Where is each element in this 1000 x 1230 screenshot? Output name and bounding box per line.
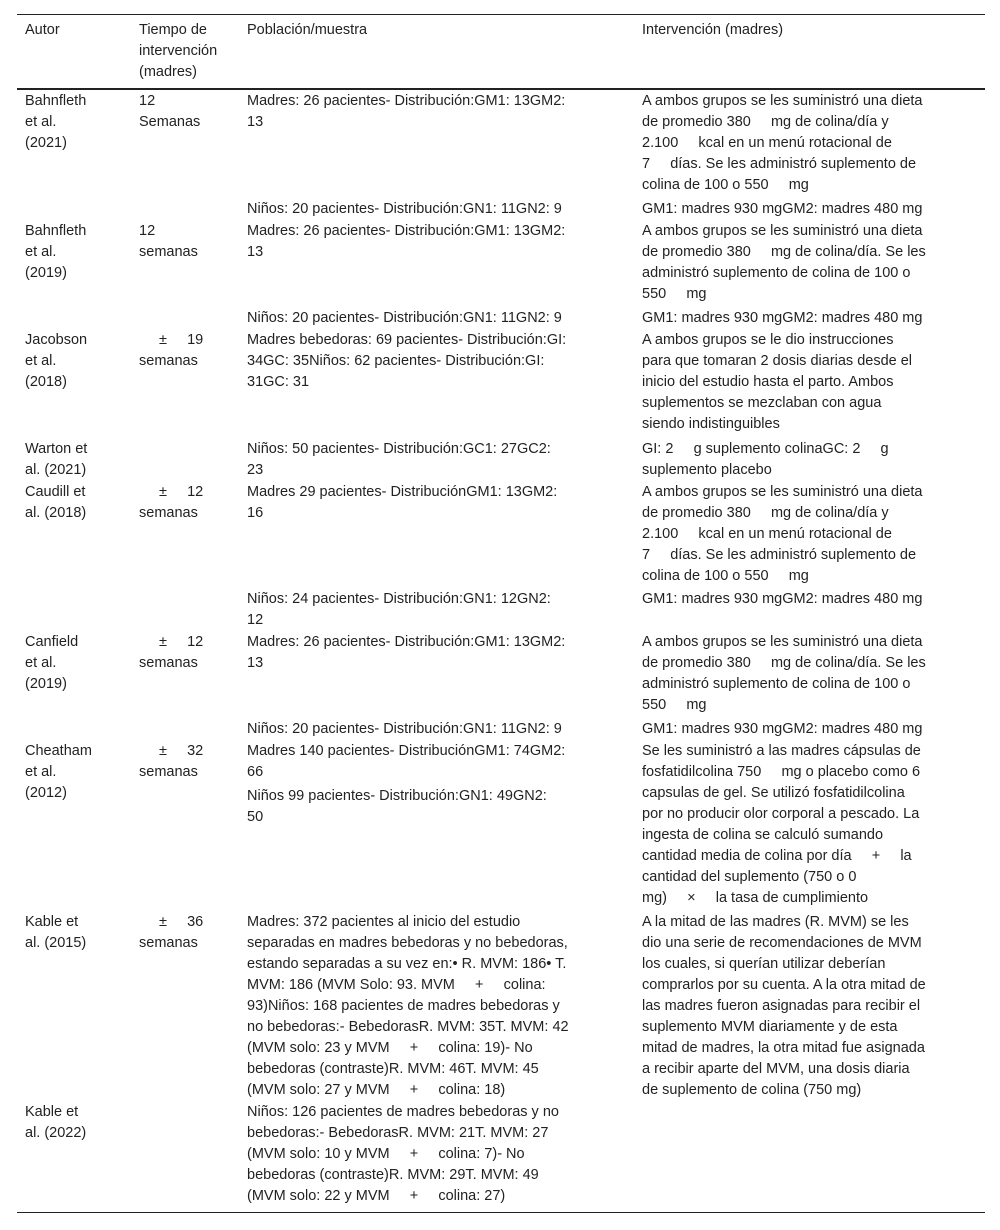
text-line: 50 — [247, 809, 264, 825]
text-line: por no producir olor corporal a pescado. La — [642, 806, 920, 822]
text-line: GM1: madres 930 mgGM2: madres 480 mg — [642, 310, 923, 326]
header-intervencion: Intervención (madres) — [642, 22, 784, 38]
cell-poblacion — [247, 589, 617, 631]
text-line: Kable et — [25, 914, 79, 930]
cell-intervencion — [642, 912, 962, 1101]
text-line: GM1: madres 930 mgGM2: madres 480 mg — [642, 721, 923, 737]
header-tiempo-line: Tiempo de — [139, 22, 207, 38]
cell-poblacion — [247, 221, 617, 263]
text-line: 66 — [247, 764, 264, 780]
text-line: Madres: 372 pacientes al inicio del estudio — [247, 914, 521, 930]
header-tiempo-line: (madres) — [139, 64, 198, 80]
text-line: suplemento MVM diariamente y de esta — [642, 1019, 898, 1035]
cell-autor — [25, 912, 133, 954]
text-line: a recibir aparte del MVM, una dosis diaria — [642, 1061, 910, 1077]
text-line: Se les suministró a las madres cápsulas de — [642, 743, 921, 759]
cell-intervencion — [642, 482, 962, 587]
text-line: semanas — [139, 764, 198, 780]
cell-poblacion — [247, 330, 617, 393]
header-autor: Autor — [25, 22, 60, 38]
text-line: (2019) — [25, 676, 67, 692]
text-line: suplementos se mezclaban con agua — [642, 395, 882, 411]
text-line: semanas — [139, 505, 198, 521]
text-line: inicio del estudio hasta el parto. Ambos — [642, 374, 894, 390]
text-line: Madres: 26 pacientes- Distribución:GM1: 13GM2: — [247, 93, 566, 109]
text-line: ± 32 — [159, 743, 204, 759]
text-line: las madres fueron asignadas para recibir el — [642, 998, 921, 1014]
cell-tiempo — [139, 482, 239, 524]
text-line: ± 19 — [159, 332, 204, 348]
text-line: Caudill et — [25, 484, 86, 500]
cell-poblacion — [247, 741, 617, 783]
cell-intervencion — [642, 439, 962, 481]
cell-intervencion — [642, 632, 962, 716]
cell-tiempo — [139, 330, 239, 372]
text-line: A ambos grupos se les suministró una dieta — [642, 93, 923, 109]
text-line: 2.100 kcal en un menú rotacional de — [642, 526, 892, 542]
text-line: 34GC: 35Niños: 62 pacientes- Distribución:GI: — [247, 353, 545, 369]
cell-intervencion — [642, 741, 962, 909]
text-line: 12 — [139, 93, 156, 109]
text-line: Niños 99 pacientes- Distribución:GN1: 49GN2: — [247, 788, 547, 804]
text-line: A ambos grupos se le dio instrucciones — [642, 332, 894, 348]
text-line: (MVM solo: 22 y MVM + colina: 27) — [247, 1188, 506, 1204]
text-line: suplemento placebo — [642, 462, 772, 478]
text-line: Niños: 20 pacientes- Distribución:GN1: 11GN2: 9 — [247, 201, 562, 217]
text-line: Canfield — [25, 634, 79, 650]
cell-autor — [25, 632, 133, 695]
text-line: de promedio 380 mg de colina/día. Se les — [642, 655, 926, 671]
text-line: Cheatham — [25, 743, 92, 759]
text-line: al. (2015) — [25, 935, 87, 951]
text-line: 7 días. Se les administró suplemento de — [642, 156, 917, 172]
text-line: cantidad del suplemento (750 o 0 — [642, 869, 857, 885]
text-line: et al. — [25, 353, 57, 369]
text-line: para que tomaran 2 dosis diarias desde el — [642, 353, 913, 369]
cell-autor — [25, 330, 133, 393]
text-line: (MVM solo: 23 y MVM + colina: 19)- No — [247, 1040, 533, 1056]
text-line: 16 — [247, 505, 264, 521]
text-line: capsulas de gel. Se utilizó fosfatidilcolina — [642, 785, 905, 801]
text-line: Semanas — [139, 114, 201, 130]
text-line: semanas — [139, 935, 198, 951]
text-line: 23 — [247, 462, 264, 478]
text-line: 31GC: 31 — [247, 374, 310, 390]
text-line: comprarlos por su cuenta. A la otra mitad de — [642, 977, 926, 993]
text-line: 12 — [247, 612, 264, 628]
text-line: Madres 29 pacientes- DistribuciónGM1: 13GM2: — [247, 484, 558, 500]
text-line: A ambos grupos se les suministró una dieta — [642, 484, 923, 500]
text-line: Madres: 26 pacientes- Distribución:GM1: 13GM2: — [247, 223, 566, 239]
text-line: ingesta de colina se calculó sumando — [642, 827, 884, 843]
text-line: bebedoras (contraste)R. MVM: 29T. MVM: 49 — [247, 1167, 539, 1183]
text-line: Madres 140 pacientes- DistribuciónGM1: 74GM2: — [247, 743, 566, 759]
cell-poblacion — [247, 1102, 617, 1207]
cell-intervencion — [642, 308, 962, 329]
text-line: Niños: 20 pacientes- Distribución:GN1: 11GN2: 9 — [247, 721, 562, 737]
text-line: (MVM solo: 27 y MVM + colina: 18) — [247, 1082, 506, 1098]
cell-tiempo — [139, 912, 239, 954]
cell-autor — [25, 439, 133, 481]
text-line: mitad de madres, la otra mitad fue asignada — [642, 1040, 925, 1056]
text-line: Madres bebedoras: 69 pacientes- Distribución:GI: — [247, 332, 567, 348]
text-line: de promedio 380 mg de colina/día. Se les — [642, 244, 926, 260]
cell-tiempo — [139, 91, 239, 133]
text-line: (2019) — [25, 265, 67, 281]
text-line: de promedio 380 mg de colina/día y — [642, 505, 889, 521]
text-line: ± 12 — [159, 484, 204, 500]
cell-autor — [25, 91, 133, 154]
text-line: al. (2018) — [25, 505, 87, 521]
text-line: 2.100 kcal en un menú rotacional de — [642, 135, 892, 151]
text-line: (2018) — [25, 374, 67, 390]
cell-poblacion — [247, 199, 617, 220]
text-line: administró suplemento de colina de 100 o — [642, 676, 911, 692]
cell-poblacion — [247, 91, 617, 133]
header-poblacion: Población/muestra — [247, 22, 368, 38]
text-line: semanas — [139, 244, 198, 260]
text-line: bebedoras (contraste)R. MVM: 46T. MVM: 45 — [247, 1061, 539, 1077]
text-line: estando separadas a su vez en:• R. MVM: 186• T. — [247, 956, 567, 972]
text-line: ± 36 — [159, 914, 204, 930]
text-line: los cuales, si querían utilizar deberían — [642, 956, 886, 972]
cell-intervencion — [642, 330, 962, 435]
text-line: de promedio 380 mg de colina/día y — [642, 114, 889, 130]
cell-poblacion — [247, 308, 617, 329]
text-line: GM1: madres 930 mgGM2: madres 480 mg — [642, 201, 923, 217]
text-line: A ambos grupos se les suministró una dieta — [642, 223, 923, 239]
text-line: et al. — [25, 764, 57, 780]
text-line: (MVM solo: 10 y MVM + colina: 7)- No — [247, 1146, 525, 1162]
cell-poblacion — [247, 632, 617, 674]
text-line: Niños: 20 pacientes- Distribución:GN1: 11GN2: 9 — [247, 310, 562, 326]
text-line: colina de 100 o 550 mg — [642, 568, 809, 584]
cell-poblacion — [247, 482, 617, 524]
cell-intervencion — [642, 91, 962, 196]
text-line: administró suplemento de colina de 100 o — [642, 265, 911, 281]
text-line: 13 — [247, 655, 264, 671]
text-line: cantidad media de colina por día + la — [642, 848, 912, 864]
text-line: semanas — [139, 655, 198, 671]
text-line: mg) × la tasa de cumplimiento — [642, 890, 869, 906]
cell-poblacion — [247, 719, 617, 740]
text-line: semanas — [139, 353, 198, 369]
text-line: A la mitad de las madres (R. MVM) se les — [642, 914, 909, 930]
header-tiempo-line: intervención — [139, 43, 218, 59]
text-line: ± 12 — [159, 634, 204, 650]
cell-tiempo — [139, 741, 239, 783]
text-line: Niños: 24 pacientes- Distribución:GN1: 12GN2: — [247, 591, 551, 607]
text-line: siendo indistinguibles — [642, 416, 780, 432]
text-line: Bahnfleth — [25, 93, 87, 109]
text-line: fosfatidilcolina 750 mg o placebo como 6 — [642, 764, 921, 780]
text-line: separadas en madres bebedoras y no bebedoras, — [247, 935, 568, 951]
text-line: GI: 2 g suplemento colinaGC: 2 g — [642, 441, 889, 457]
text-line: Warton et — [25, 441, 88, 457]
table-top-rule — [17, 14, 985, 15]
text-line: de suplemento de colina (750 mg) — [642, 1082, 862, 1098]
text-line: al. (2021) — [25, 462, 87, 478]
table-header-rule — [17, 88, 985, 90]
cell-autor — [25, 741, 133, 804]
text-line: MVM: 186 (MVM Solo: 93. MVM + colina: — [247, 977, 546, 993]
cell-tiempo — [139, 221, 239, 263]
text-line: 13 — [247, 244, 264, 260]
text-line: et al. — [25, 655, 57, 671]
cell-poblacion — [247, 439, 617, 481]
cell-intervencion — [642, 199, 962, 220]
text-line: Kable et — [25, 1104, 79, 1120]
text-line: 7 días. Se les administró suplemento de — [642, 547, 917, 563]
text-line: 550 mg — [642, 697, 707, 713]
cell-autor — [25, 221, 133, 284]
text-line: GM1: madres 930 mgGM2: madres 480 mg — [642, 591, 923, 607]
text-line: (2012) — [25, 785, 67, 801]
text-line: (2021) — [25, 135, 67, 151]
cell-intervencion — [642, 589, 962, 610]
text-line: al. (2022) — [25, 1125, 87, 1141]
text-line: Niños: 126 pacientes de madres bebedoras y no — [247, 1104, 559, 1120]
text-line: A ambos grupos se les suministró una dieta — [642, 634, 923, 650]
text-line: 93)Niños: 168 pacientes de madres bebedoras y — [247, 998, 560, 1014]
cell-intervencion — [642, 719, 962, 740]
text-line: Niños: 50 pacientes- Distribución:GC1: 27GC2: — [247, 441, 551, 457]
text-line: 550 mg — [642, 286, 707, 302]
table-bottom-rule — [17, 1212, 985, 1213]
header-tiempo — [139, 20, 239, 83]
text-line: 12 — [139, 223, 156, 239]
cell-autor — [25, 1102, 133, 1144]
text-line: Bahnfleth — [25, 223, 87, 239]
cell-tiempo — [139, 632, 239, 674]
text-line: no bebedoras:- BebedorasR. MVM: 35T. MVM: 42 — [247, 1019, 569, 1035]
text-line: Jacobson — [25, 332, 88, 348]
text-line: 13 — [247, 114, 264, 130]
text-line: bebedoras:- BebedorasR. MVM: 21T. MVM: 27 — [247, 1125, 549, 1141]
text-line: et al. — [25, 114, 57, 130]
text-line: colina de 100 o 550 mg — [642, 177, 809, 193]
text-line: dio una serie de recomendaciones de MVM — [642, 935, 922, 951]
text-line: Madres: 26 pacientes- Distribución:GM1: 13GM2: — [247, 634, 566, 650]
cell-intervencion — [642, 221, 962, 305]
text-line: et al. — [25, 244, 57, 260]
cell-poblacion — [247, 912, 617, 1101]
cell-poblacion — [247, 786, 617, 828]
cell-autor — [25, 482, 133, 524]
